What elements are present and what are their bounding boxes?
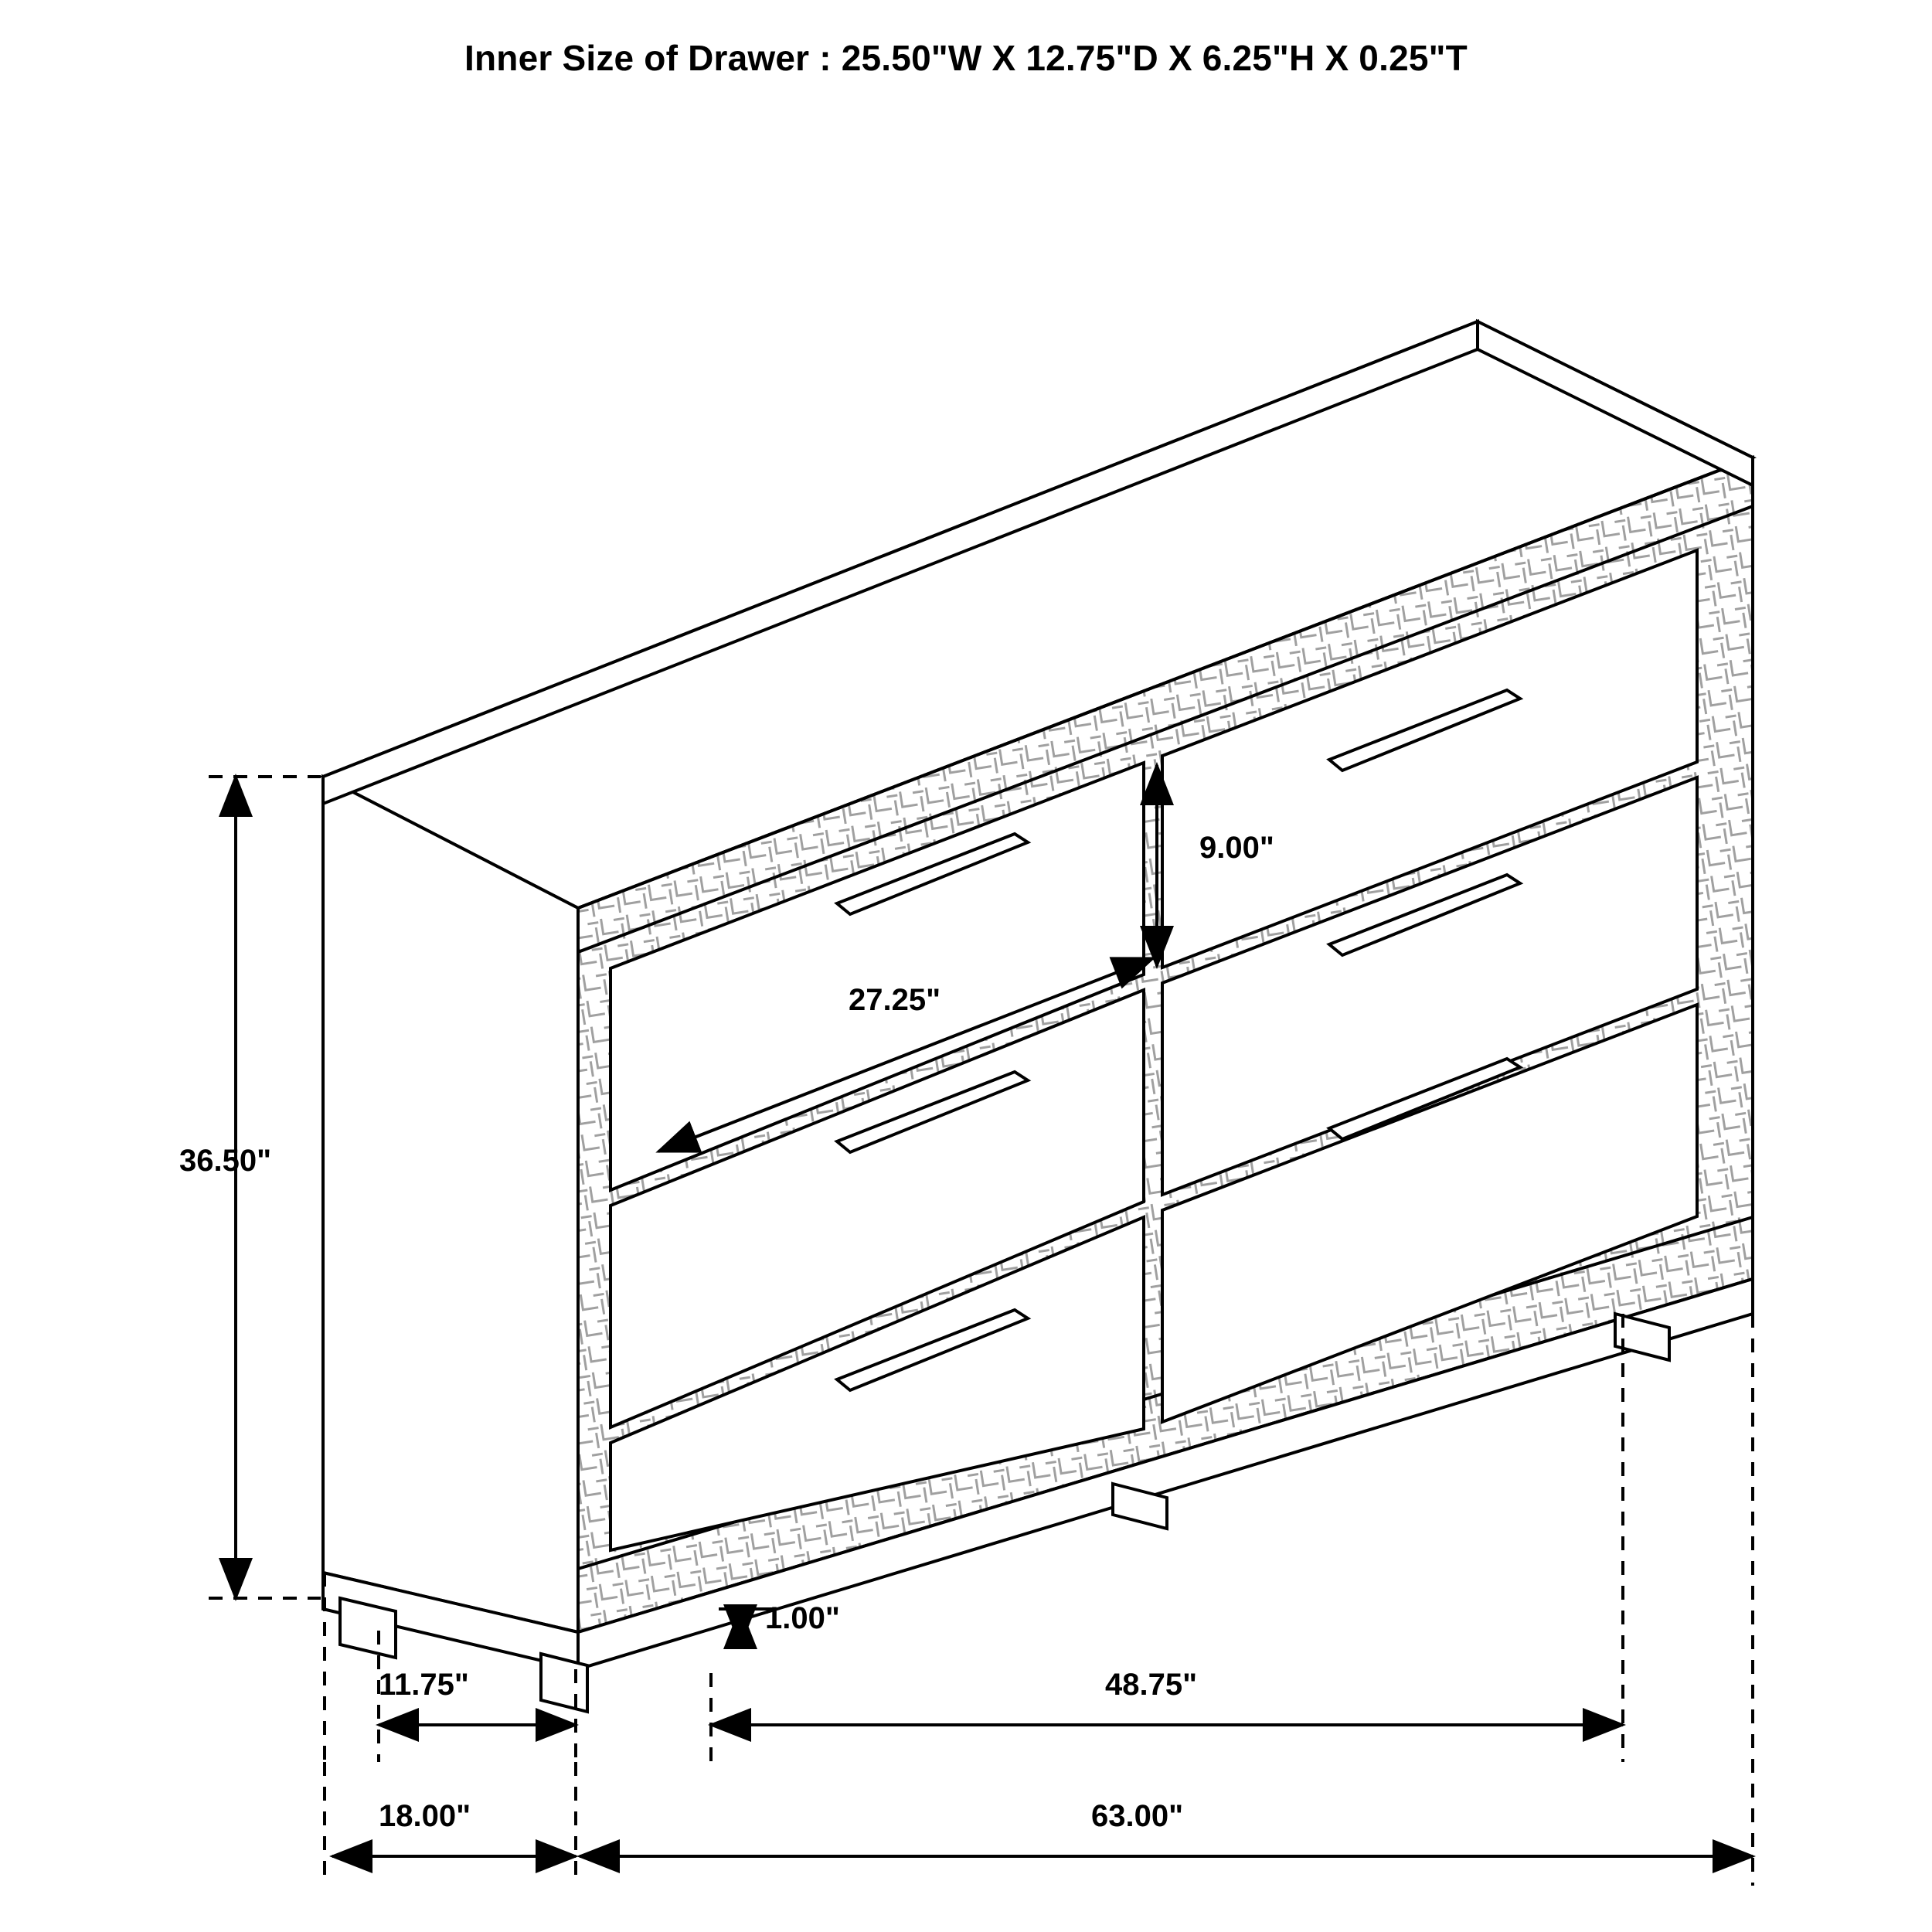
- dim-label-drawer-width: 27.25": [849, 983, 941, 1017]
- page-title: Inner Size of Drawer : 25.50"W X 12.75"D X 6.25"H X 0.25"T: [464, 38, 1468, 78]
- dim-label-drawer-height: 9.00": [1199, 831, 1274, 865]
- dim-label-foot-span: 48.75": [1105, 1668, 1198, 1702]
- dim-label-depth-inset: 11.75": [379, 1668, 469, 1702]
- foot-left-front: [541, 1654, 587, 1712]
- dim-label-depth-total: 18.00": [379, 1799, 471, 1833]
- dim-label-plinth: 1.00": [765, 1601, 840, 1635]
- left-side-panel: [323, 777, 578, 1632]
- dim-label-height: 36.50": [179, 1144, 272, 1178]
- dim-label-width-total: 63.00": [1091, 1799, 1184, 1833]
